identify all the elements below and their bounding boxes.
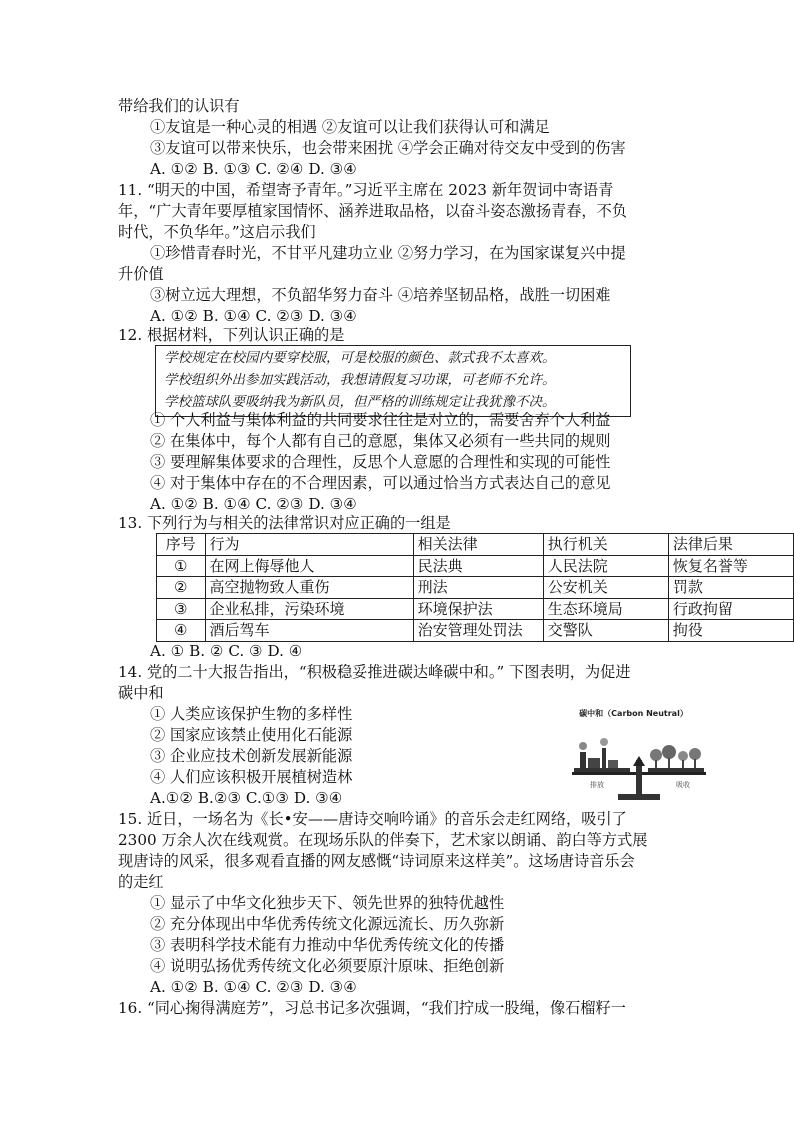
q15-option-4: ④ 说明弘扬优秀传统文化必须要原汁原味、拒绝创新 [150, 957, 505, 975]
table-cell: 企业私排，污染环境 [205, 598, 413, 620]
table-header: 序号 [157, 534, 206, 556]
table-cell: 人民法院 [543, 555, 668, 577]
q15-option-1: ① 显示了中华文化独步天下、领先世界的独特优越性 [150, 894, 505, 912]
table-cell: ① [157, 555, 206, 577]
q11-stem-line1: 11. “明天的中国，希望寄予青年。”习近平主席在 2023 新年贺词中寄语青 [118, 181, 614, 199]
q14-stem-line1: 14. 党的二十大报告指出，“积极稳妥推进碳达峰碳中和。” 下图表明，为促进 [118, 663, 631, 681]
table-cell: 酒后驾车 [205, 620, 413, 642]
q11-options-12: ①珍惜青春时光，不甘平凡建功立业 ②努力学习，在为国家谋复兴中提 [150, 244, 626, 262]
figure-right-label: 吸收 [676, 781, 690, 789]
q10-stem-end: 带给我们的认识有 [118, 97, 240, 115]
q11-stem-line2: 年，“广大青年要厚植家国情怀、涵养进取品格，以奋斗姿态激扬青春，不负 [118, 202, 627, 220]
table-cell: 高空抛物致人重伤 [205, 577, 413, 599]
q12-option-2: ② 在集体中，每个人都有自己的意愿，集体又必须有一些共同的规则 [150, 432, 611, 450]
q13-answer-choices: A. ① B. ② C. ③ D. ④ [150, 642, 303, 660]
q15-stem-line3: 现唐诗的风采，很多观看直播的网友感慨“诗词原来这样美”。这场唐诗音乐会 [118, 852, 635, 870]
table-cell: 生态环境局 [543, 598, 668, 620]
q12-answer-choices: A. ①② B. ①④ C. ②③ D. ③④ [150, 495, 357, 513]
table-cell: 刑法 [413, 577, 543, 599]
table-cell: ② [157, 577, 206, 599]
table-row [157, 555, 794, 577]
q15-stem-line2: 2300 万余人次在线观赏。在现场乐队的伴奏下，艺术家以朗诵、韵白等方式展 [118, 831, 648, 849]
material-line-2: 学校组织外出参加实践活动，我想请假复习功课，可老师不允许。 [164, 372, 556, 388]
material-line-1: 学校规定在校园内要穿校服，可是校服的颜色、款式我不太喜欢。 [164, 350, 556, 366]
q15-option-2: ② 充分体现出中华优秀传统文化源远流长、历久弥新 [150, 915, 505, 933]
q15-stem-line1: 15. 近日，一场名为《长•安——唐诗交响吟诵》的音乐会走红网络，吸引了 [118, 810, 627, 828]
q16-stem-line1: 16. “同心掬得满庭芳”，习总书记多次强调，“我们拧成一股绳，像石榴籽一 [118, 999, 626, 1017]
q12-stem: 12. 根据材料，下列认识正确的是 [118, 326, 345, 344]
table-row [157, 577, 794, 599]
table-cell: 治安管理处罚法 [413, 620, 543, 642]
table-cell: ④ [157, 620, 206, 642]
q10-options-12: ①友谊是一种心灵的相遇 ②友谊可以让我们获得认可和满足 [150, 118, 550, 136]
q14-option-1: ① 人类应该保护生物的多样性 [150, 705, 353, 723]
q10-options-34: ③友谊可以带来快乐，也会带来困扰 ④学会正确对待交友中受到的伤害 [150, 139, 626, 157]
carbon-neutral-figure [556, 708, 711, 800]
q12-option-3: ③ 要理解集体要求的合理性，反思个人意愿的合理性和实现的可能性 [150, 453, 611, 471]
table-header: 法律后果 [668, 534, 793, 556]
table-cell: 行政拘留 [668, 598, 793, 620]
table-header: 相关法律 [413, 534, 543, 556]
q13-stem: 13. 下列行为与相关的法律常识对应正确的一组是 [118, 514, 451, 532]
table-cell: 环境保护法 [413, 598, 543, 620]
q14-stem-line2: 碳中和 [118, 684, 164, 702]
law-table [156, 533, 794, 642]
q12-option-4: ④ 对于集体中存在的不合理因素，可以通过恰当方式表达自己的意见 [150, 474, 611, 492]
table-cell: 拘役 [668, 620, 793, 642]
table-cell: 罚款 [668, 577, 793, 599]
q11-options-12-cont: 升价值 [118, 265, 164, 283]
figure-left-label: 排放 [590, 781, 604, 789]
q12-option-1: ① 个人利益与集体利益的共同要求往往是对立的，需要舍弃个人利益 [150, 411, 611, 429]
figure-title: 碳中和（Carbon Neutral） [579, 709, 688, 718]
table-header: 执行机关 [543, 534, 668, 556]
material-line-3: 学校篮球队要吸纳我为新队员，但严格的训练规定让我犹豫不决。 [164, 394, 556, 410]
q14-option-2: ② 国家应该禁止使用化石能源 [150, 726, 353, 744]
q15-stem-line4: 的走红 [118, 873, 164, 891]
table-row [157, 598, 794, 620]
table-row [157, 620, 794, 642]
q15-answer-choices: A. ①② B. ①④ C. ②③ D. ③④ [150, 978, 357, 996]
q10-answer-choices: A. ①② B. ①③ C. ②④ D. ③④ [150, 160, 357, 178]
q14-option-4: ④ 人们应该积极开展植树造林 [150, 768, 353, 786]
q11-options-34: ③树立远大理想，不负韶华努力奋斗 ④培养坚韧品格，战胜一切困难 [150, 286, 611, 304]
q12-material-box [155, 345, 631, 417]
table-header: 行为 [205, 534, 413, 556]
table-header-row [157, 534, 794, 556]
table-cell: 在网上侮辱他人 [205, 555, 413, 577]
table-cell: 恢复名誉等 [668, 555, 793, 577]
q11-stem-line3: 时代，不负华年。”这启示我们 [118, 223, 316, 241]
table-cell: ③ [157, 598, 206, 620]
q11-answer-choices: A. ①② B. ①④ C. ②③ D. ③④ [150, 307, 357, 325]
q15-option-3: ③ 表明科学技术能有力推动中华优秀传统文化的传播 [150, 936, 505, 954]
table-cell: 民法典 [413, 555, 543, 577]
table-cell: 公安机关 [543, 577, 668, 599]
table-cell: 交警队 [543, 620, 668, 642]
q14-answer-choices: A.①② B.②③ C.①③ D. ③④ [150, 789, 343, 807]
q14-option-3: ③ 企业应技术创新发展新能源 [150, 747, 353, 765]
